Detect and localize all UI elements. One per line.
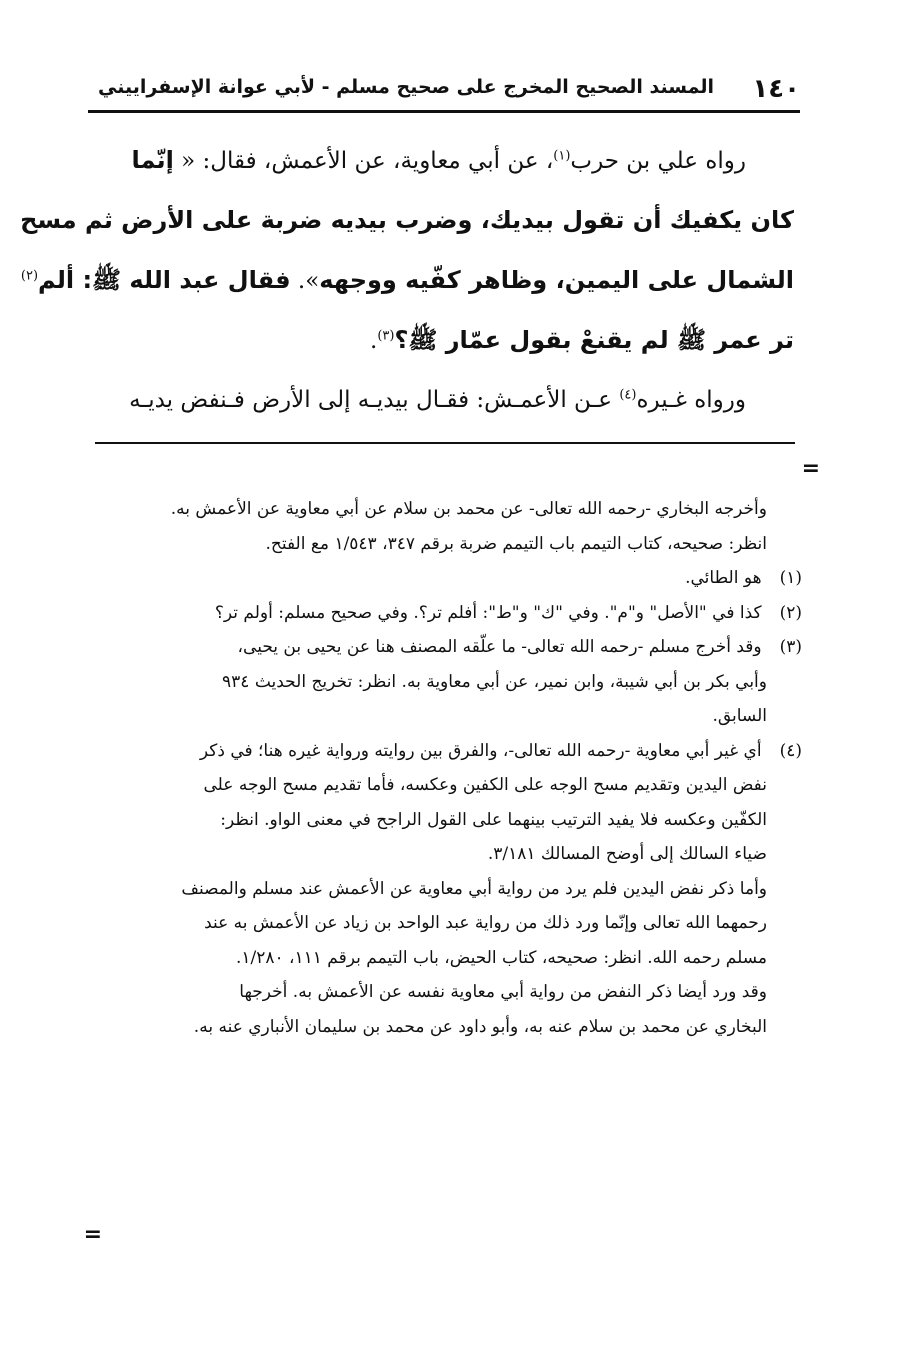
footnote-text: كذا في "الأصل" و"م". وفي "ك" و"ط": أفلم تر؟. وفي صحيح مسلم: أولم تر؟: [214, 602, 762, 623]
footnote-line: نفض اليدين وتقديم مسح الوجه على الكفين وعكسه، فأما تقديم مسح الوجه على: [203, 775, 767, 795]
footnote-line: الكفّين وعكسه فلا يفيد الترتيب بينهما على القول الراجح في معنى الواو. انظر:: [220, 809, 767, 830]
body-line-2: [20, 190, 794, 250]
body-line-3: [20, 250, 794, 310]
footnote-number: (٢): [779, 602, 802, 623]
body-text-segment: رواه علي بن حرب: [570, 148, 746, 174]
footnote-line: وأما ذكر نفض اليدين فلم يرد من رواية أبي معاوية عن الأعمش عند مسلم والمصنف: [181, 878, 767, 899]
main-text: [20, 130, 794, 430]
footnote-line: مسلم رحمه الله. انظر: صحيحه، كتاب الحيض، باب التيمم برقم ١١١، ١/٢٨٠.: [235, 947, 767, 968]
footnote-line: وقد ورد أيضا ذكر النفض من رواية أبي معاوية نفسه عن الأعمش به. أخرجها: [239, 982, 767, 1002]
footnote-line: انظر: صحيحه، كتاب التيمم باب التيمم ضربة برقم ٣٤٧، ١/٥٤٣ مع الفتح.: [265, 533, 767, 554]
footnote-separator: [95, 442, 795, 444]
hadith-text-bold: فقال عبد الله ﷺ: ألم: [38, 266, 291, 294]
body-line-4: [104, 310, 794, 370]
footnote-ref-2: (٢): [20, 268, 39, 284]
footnote-number: (١): [779, 568, 802, 588]
footnote-text: هو الطائي.: [685, 568, 762, 588]
hadith-text-bold: إنّما: [131, 146, 174, 174]
footnote-line: السابق.: [712, 706, 767, 726]
footnote-number: (٤): [779, 740, 802, 761]
page-number: ١٤٠: [752, 74, 800, 104]
footnote-text: وقد أخرج مسلم -رحمه الله تعالى- ما علّقه المصنف هنا عن يحيى بن يحيى،: [237, 637, 762, 657]
footnote-2: [102, 596, 802, 631]
footnote-line: رحمهما الله تعالى وإنّما ورد ذلك من رواية عبد الواحد بن زياد عن الأعمش به عند: [204, 913, 767, 933]
footnote-line: البخاري عن محمد بن سلام عنه به، وأبو داود عن محمد بن سليمان الأنباري عنه به.: [193, 1016, 767, 1037]
footnote-text: أي غير أبي معاوية -رحمه الله تعالى-، والفرق بين روايته ورواية غيره هنا؛ في ذكر: [199, 740, 762, 761]
footnotes: [102, 492, 802, 1044]
footnote-number: (٣): [779, 637, 802, 657]
footnote-4: [102, 734, 802, 769]
book-title: المسند الصحيح المخرج على صحيح مسلم - لأبي عوانة الإسفراييني: [98, 76, 714, 98]
body-line-5: [104, 370, 794, 430]
body-text-segment: .: [370, 328, 378, 354]
footnote-line: وأبي بكر بن أبي شيبة، وابن نمير، عن أبي معاوية به. انظر: تخريج الحديث ٩٣٤: [222, 671, 767, 692]
footnote-line: ضياء السالك إلى أوضح المسالك ٣/١٨١.: [487, 844, 767, 864]
footnote-ref-1: (١): [553, 148, 571, 164]
continuation-mark: =: [801, 456, 820, 481]
body-text-segment: ورواه غـيره: [636, 387, 746, 413]
hadith-text-bold: الشمال على اليمين، وظاهر كفّيه ووجهه: [319, 266, 794, 294]
continuation-mark: =: [83, 1222, 102, 1247]
footnote-1: [102, 561, 802, 596]
body-line-1: [104, 130, 794, 190]
body-text-segment: ، عن أبي معاوية، عن الأعمش، فقال: «: [181, 148, 554, 174]
footnote-3: [102, 630, 802, 665]
header-rule: [88, 110, 800, 113]
hadith-text-bold: كان يكفيك أن تقول بيديك، وضرب بيديه ضربة على الأرض ثم مسح: [20, 206, 794, 234]
body-text-segment: عـن الأعمـش: فقـال بيديـه إلى الأرض فـنفض يديـه: [129, 387, 620, 413]
running-header: [88, 70, 800, 110]
footnote-line: وأخرجه البخاري -رحمه الله تعالى- عن محمد بن سلام عن أبي معاوية عن الأعمش به.: [170, 499, 767, 519]
footnote-ref-4: (٤): [619, 387, 637, 403]
hadith-text-bold: تر عمر ﷺ لم يقنعْ بقول عمّار ﷺ؟: [394, 326, 794, 354]
footnote-ref-3: (٣): [377, 328, 395, 344]
body-text-segment: ».: [290, 268, 320, 294]
